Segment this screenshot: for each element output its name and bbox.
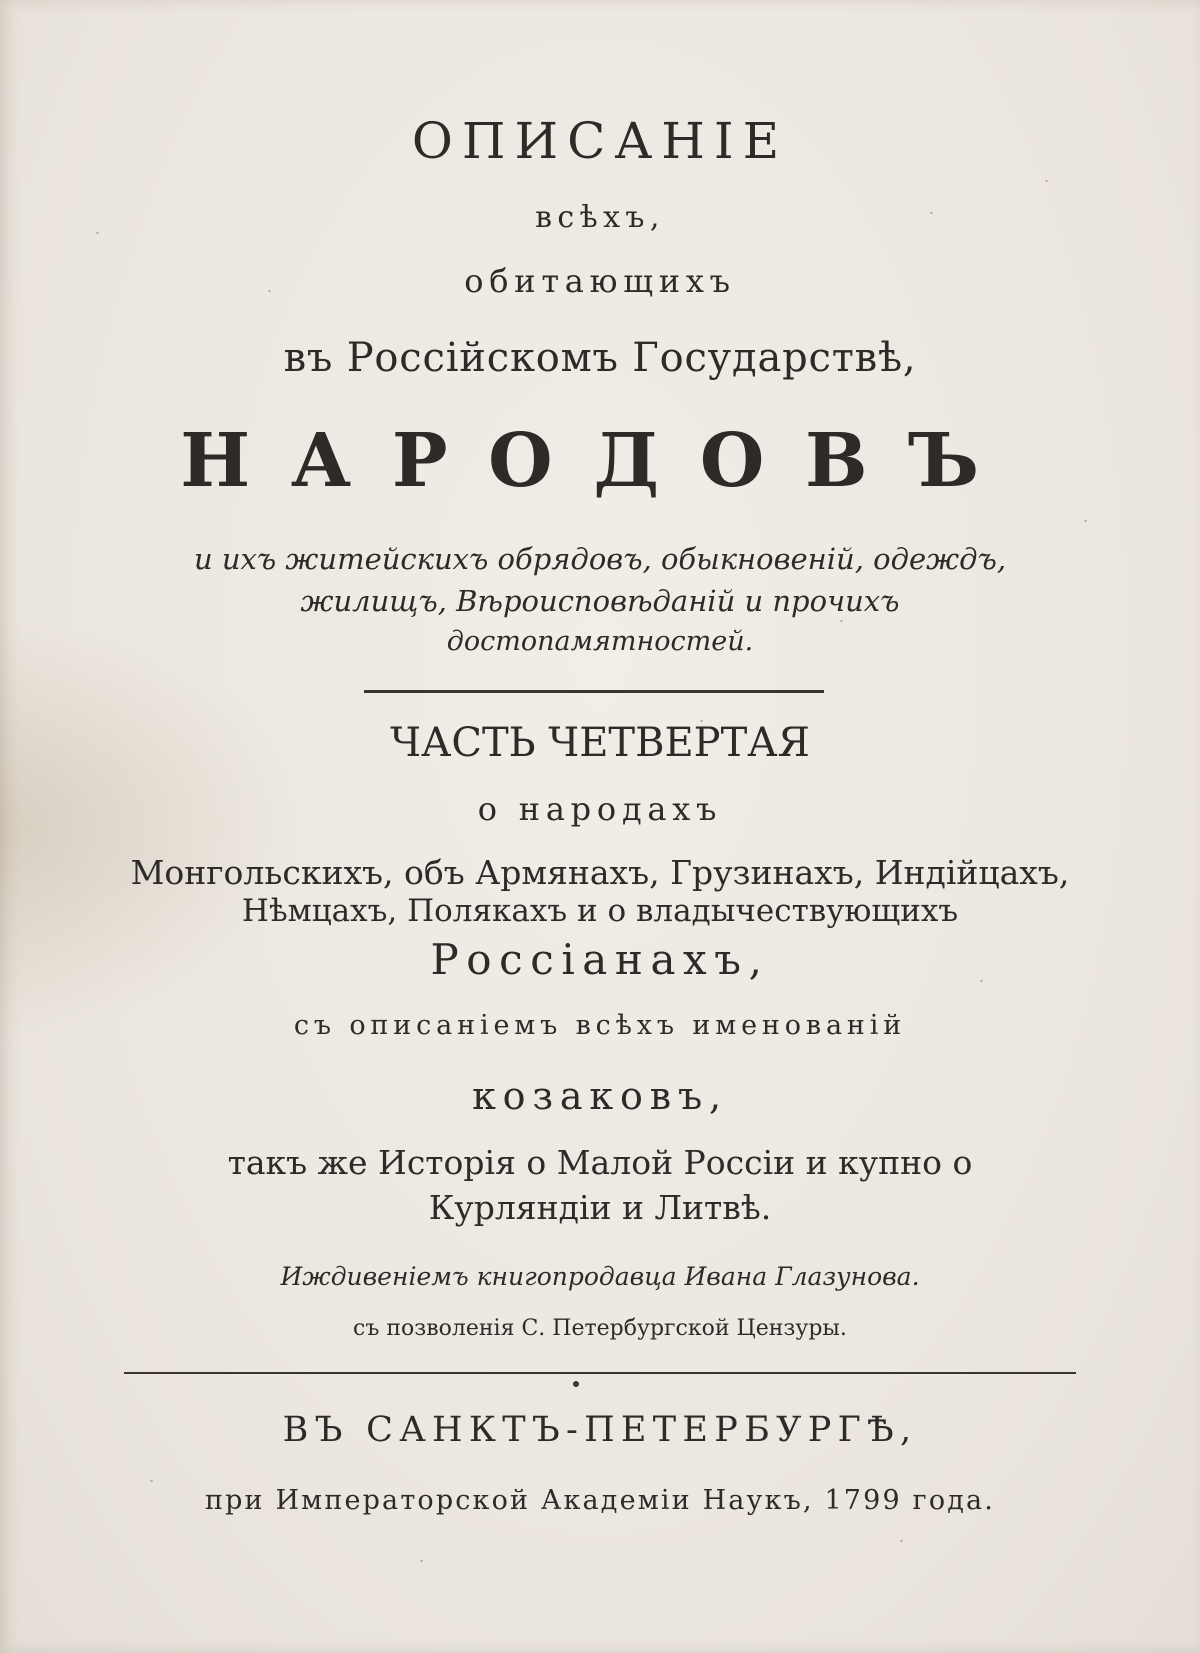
peoples-line-1: Монгольскихъ, объ Армянахъ, Грузинахъ, Индійцахъ, xyxy=(130,853,1070,892)
title-line-inhabiting: обитающихъ xyxy=(464,262,736,300)
title-line-all: всѣхъ, xyxy=(535,200,665,235)
title-line-russian-state: въ Россійскомъ Государствѣ, xyxy=(283,335,917,381)
peoples-line-2: Нѣмцахъ, Полякахъ и о владычествующихъ xyxy=(241,893,959,929)
imprint-line: при Императорской Академіи Наукъ, 1799 года. xyxy=(204,1485,996,1516)
about-peoples-line: о народахъ xyxy=(477,790,723,828)
divider-rule-top xyxy=(364,690,824,693)
publisher-line: Иждивеніемъ книгопродавца Ивана Глазунова. xyxy=(280,1262,920,1291)
title-line-peoples: НАРОДОВЪ xyxy=(180,418,1020,504)
cossacks-line: козаковъ, xyxy=(472,1074,728,1118)
subtitle-line-2: жилищъ, Вѣроисповѣданій и прочихъ xyxy=(300,584,900,618)
subtitle-line-1: и ихъ житейскихъ обрядовъ, обыкновеній, одеждъ, xyxy=(193,542,1007,576)
history-line-2: Курляндіи и Литвѣ. xyxy=(428,1188,772,1227)
title-line-description: ОПИСАНІЕ xyxy=(411,112,789,170)
part-heading: ЧАСТЬ ЧЕТВЕРТАЯ xyxy=(390,720,810,766)
place-line: ВЪ САНКТЪ-ПЕТЕРБУРГѢ, xyxy=(282,1410,918,1450)
description-line: съ описаніемъ всѣхъ именованій xyxy=(293,1010,907,1041)
subtitle-line-3: достопамятностей. xyxy=(446,626,754,657)
divider-rule-bottom xyxy=(124,1372,1076,1374)
peoples-line-3: Россіанахъ, xyxy=(430,935,770,984)
history-line-1: такъ же Исторія о Малой Россіи и купно о xyxy=(227,1143,973,1182)
censor-line: съ позволенія С. Петербургской Цензуры. xyxy=(353,1316,847,1341)
divider-dot xyxy=(573,1381,579,1387)
